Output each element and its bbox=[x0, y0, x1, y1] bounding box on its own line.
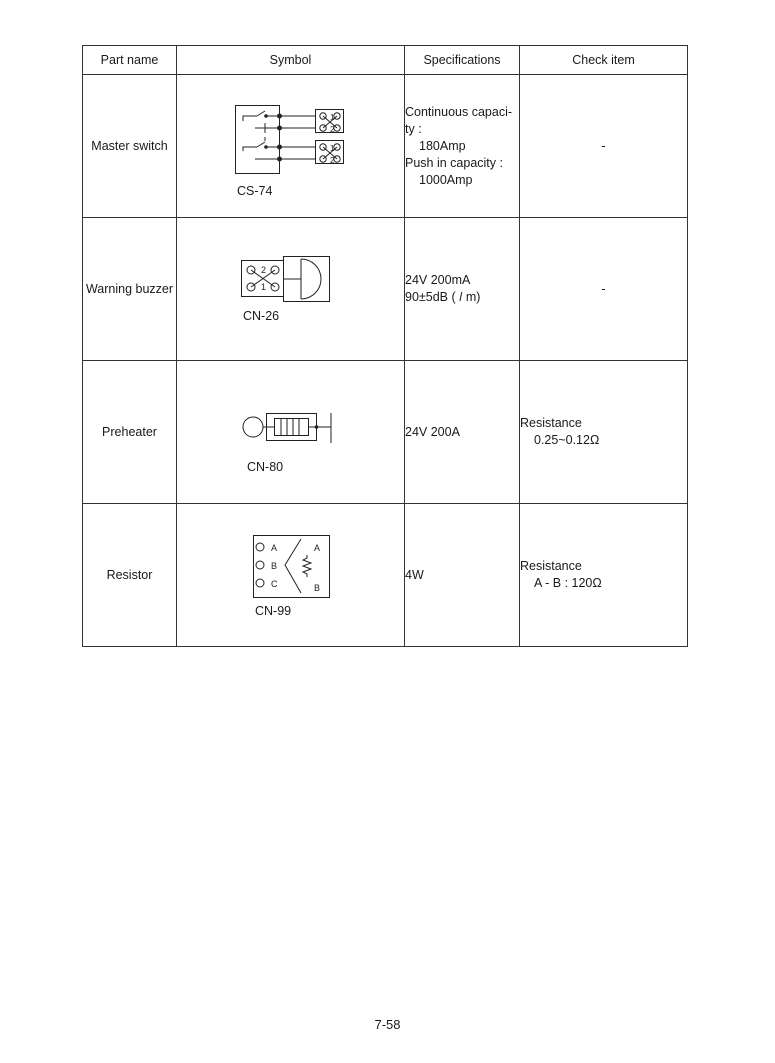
header-specifications: Specifications bbox=[405, 46, 520, 75]
check-line: - bbox=[601, 281, 606, 296]
table-row bbox=[83, 504, 688, 647]
spec-line: 4W bbox=[405, 567, 424, 582]
check-line: A - B : 120Ω bbox=[534, 576, 602, 590]
part-name-cell: Resistor bbox=[83, 504, 177, 647]
spec-line: 180Amp bbox=[419, 138, 466, 153]
warning-buzzer-symbol bbox=[241, 256, 341, 308]
table-row bbox=[83, 361, 688, 504]
check-item-cell bbox=[520, 218, 688, 361]
check-line: 0.25~0.12Ω bbox=[534, 433, 600, 447]
check-line: Resistance bbox=[520, 559, 582, 573]
master-switch-symbol bbox=[235, 101, 355, 181]
resistor-pin-c-label: C bbox=[271, 579, 278, 589]
resistor-pin-b-label: B bbox=[271, 561, 278, 571]
spec-line: ty : bbox=[405, 121, 422, 136]
symbol-code-label: CN-26 bbox=[243, 309, 280, 323]
header-symbol: Symbol bbox=[177, 46, 405, 75]
spec-line: 24V 200mA bbox=[405, 273, 471, 287]
buzzer-pin-2-label: 2 bbox=[261, 265, 267, 275]
master-pin-2-label: 2 bbox=[330, 125, 335, 134]
master-pin-2-label-lower: 2 bbox=[330, 156, 335, 165]
table-row bbox=[83, 218, 688, 361]
resistor-symbol bbox=[253, 535, 333, 599]
table-header-row bbox=[83, 46, 688, 75]
resistor-pin-a-label: A bbox=[271, 543, 278, 553]
check-line: - bbox=[601, 138, 606, 153]
symbol-code-label: CN-80 bbox=[247, 460, 284, 474]
symbol-cell bbox=[177, 75, 405, 218]
specifications-cell bbox=[405, 218, 520, 361]
spec-line: Continuous capaci- bbox=[405, 104, 513, 119]
spec-line: Push in capacity : bbox=[405, 155, 503, 170]
symbol-cell bbox=[177, 218, 405, 361]
symbol-code-label: CS-74 bbox=[237, 184, 273, 198]
master-pin-1-label-lower: 1 bbox=[330, 144, 335, 153]
buzzer-pin-1-label: 1 bbox=[261, 282, 267, 292]
part-name-cell: Preheater bbox=[83, 361, 177, 504]
spec-line: 24V 200A bbox=[405, 424, 460, 439]
specifications-cell bbox=[405, 504, 520, 647]
header-check-item: Check item bbox=[520, 46, 688, 75]
table-row bbox=[83, 75, 688, 218]
check-item-cell bbox=[520, 361, 688, 504]
specifications-cell bbox=[405, 361, 520, 504]
symbol-cell bbox=[177, 361, 405, 504]
specification-table bbox=[82, 45, 688, 647]
symbol-cell bbox=[177, 504, 405, 647]
preheater-symbol bbox=[241, 409, 341, 449]
spec-line: 1000Amp bbox=[419, 172, 473, 187]
resistor-end-b-label: B bbox=[314, 583, 321, 593]
symbol-code-label: CN-99 bbox=[255, 604, 292, 618]
check-item-cell bbox=[520, 75, 688, 218]
resistor-end-a-label: A bbox=[314, 543, 321, 553]
page-number: 7-58 bbox=[374, 1017, 401, 1032]
check-line: Resistance bbox=[520, 416, 582, 430]
part-name-cell: Warning buzzer bbox=[83, 218, 177, 361]
part-name-cell: Master switch bbox=[83, 75, 177, 218]
header-part-name: Part name bbox=[83, 46, 177, 75]
specifications-cell bbox=[405, 75, 520, 218]
master-pin-1-label: 1 bbox=[330, 113, 335, 122]
spec-line: 90±5dB ( 𝑙 m) bbox=[405, 290, 481, 304]
check-item-cell bbox=[520, 504, 688, 647]
